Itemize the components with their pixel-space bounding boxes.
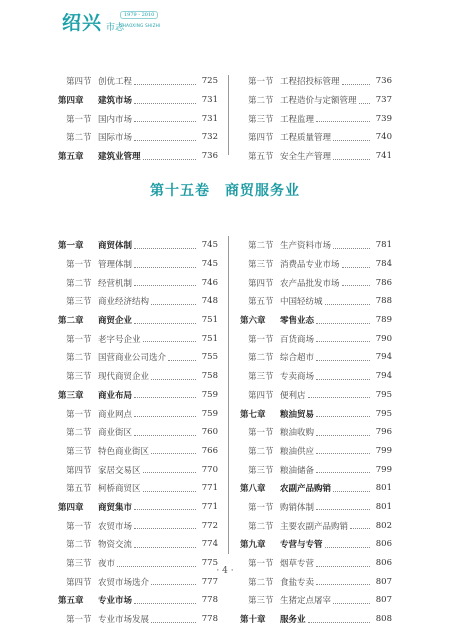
toc-section-entry[interactable] (58, 535, 218, 554)
dot-leader (333, 603, 370, 604)
toc-entry-page: 775 (201, 558, 218, 569)
toc-entry-title: 百货商场 (280, 334, 315, 345)
toc-section-entry[interactable] (58, 72, 218, 91)
toc-entry-title: 创优工程 (98, 77, 133, 88)
dot-leader (134, 509, 196, 510)
toc-entry-number: 第四节 (248, 278, 274, 289)
dot-leader (134, 323, 196, 324)
toc-section-entry[interactable] (240, 72, 392, 91)
toc-entry-page: 751 (201, 315, 218, 326)
toc-section-entry[interactable] (240, 591, 392, 610)
dot-leader (151, 453, 196, 454)
toc-section-entry[interactable] (240, 292, 392, 311)
column-divider-top (228, 75, 229, 155)
toc-entry-title: 国际市场 (98, 133, 133, 144)
toc-entry-title: 商业街区 (98, 428, 133, 439)
toc-entry-title: 工程招投标管理 (280, 77, 340, 88)
dot-leader (134, 285, 196, 286)
toc-entry-title: 专业市场 (98, 596, 133, 607)
toc-entry-title: 国营商业公司选介 (98, 353, 167, 364)
toc-entry-page: 725 (201, 76, 218, 87)
toc-entry-title: 经营机制 (98, 278, 133, 289)
dot-leader (168, 360, 196, 361)
dot-leader (308, 397, 370, 398)
dot-leader (134, 140, 196, 141)
toc-entry-number: 第九章 (240, 540, 266, 551)
toc-entry-number: 第十章 (240, 615, 266, 626)
dot-leader (316, 379, 370, 380)
toc-entry-page: 799 (375, 464, 392, 475)
toc-entry-page: 736 (201, 151, 218, 162)
toc-entry-number: 第一节 (248, 334, 274, 345)
dot-leader (316, 509, 370, 510)
toc-section-entry[interactable] (240, 128, 392, 147)
toc-entry-title: 农贸市场 (98, 521, 133, 532)
dot-leader (134, 547, 196, 548)
logo-small-text: SHAOXING SHIZHI (120, 23, 161, 28)
toc-entry-title: 综合超市 (280, 353, 315, 364)
dot-leader (316, 453, 370, 454)
toc-entry-page: 751 (201, 333, 218, 344)
dot-leader (308, 622, 370, 623)
toc-entry-number: 第一节 (248, 559, 274, 570)
toc-entry-title: 农副产品购销 (280, 484, 332, 495)
dot-leader (342, 267, 370, 268)
toc-entry-page: 777 (201, 576, 218, 587)
toc-entry-page: 796 (375, 427, 392, 438)
toc-entry-number: 第四章 (58, 502, 84, 513)
toc-entry-number: 第三节 (248, 114, 274, 125)
toc-entry-number: 第四节 (66, 577, 92, 588)
toc-entry-number: 第一节 (66, 260, 92, 271)
toc-entry-page: 758 (201, 371, 218, 382)
dot-leader (342, 285, 370, 286)
dot-leader (325, 547, 370, 548)
toc-entry-title: 柯桥商贸区 (98, 484, 141, 495)
dot-leader (342, 84, 370, 85)
toc-entry-page: 766 (201, 445, 218, 456)
toc-entry-title: 商贸集市 (98, 502, 133, 513)
toc-entry-page: 778 (201, 595, 218, 606)
dot-leader (134, 397, 196, 398)
toc-entry-page: 806 (375, 539, 392, 550)
dot-leader (151, 622, 196, 623)
volume-title: 第十五卷 商贸服务业 (150, 183, 300, 199)
toc-entry-title: 零售业态 (280, 316, 315, 327)
toc-entry-number: 第一节 (248, 502, 274, 513)
toc-entry-number: 第三节 (248, 372, 274, 383)
toc-chapter-entry[interactable] (58, 386, 218, 405)
toc-entry-page: 745 (201, 259, 218, 270)
logo-years: 1979 - 2010 (120, 11, 158, 19)
toc-entry-number: 第一节 (66, 615, 92, 626)
toc-section-entry[interactable] (58, 348, 218, 367)
dot-leader (134, 528, 196, 529)
toc-entry-title: 中国轻纺城 (280, 297, 323, 308)
toc-entry-page: 740 (375, 132, 392, 143)
dot-leader (143, 159, 196, 160)
toc-entry-page: 786 (375, 277, 392, 288)
toc-entry-title: 工程监理 (280, 114, 315, 125)
toc-entry-title: 食盐专卖 (280, 577, 315, 588)
toc-entry-number: 第二节 (248, 446, 274, 457)
toc-entry-title: 生猪定点屠宰 (280, 596, 332, 607)
toc-entry-title: 特色商业街区 (98, 446, 150, 457)
toc-entry-page: 807 (375, 595, 392, 606)
toc-entry-title: 农产品批发市场 (280, 278, 340, 289)
toc-section-entry[interactable] (58, 128, 218, 147)
toc-entry-number: 第五节 (248, 297, 274, 308)
dot-leader (333, 248, 370, 249)
toc-entry-number: 第二节 (248, 577, 274, 588)
toc-section-entry[interactable] (58, 516, 218, 535)
toc-entry-number: 第三节 (66, 446, 92, 457)
toc-entry-title: 服务业 (280, 615, 306, 626)
dot-leader (134, 121, 196, 122)
dot-leader (316, 323, 370, 324)
toc-entry-page: 806 (375, 558, 392, 569)
toc-section-entry[interactable] (240, 91, 392, 110)
dot-leader (143, 491, 196, 492)
toc-section-entry[interactable] (58, 404, 218, 423)
toc-entry-page: 781 (375, 240, 392, 251)
toc-entry-number: 第五节 (248, 152, 274, 163)
toc-section-entry[interactable] (58, 610, 218, 628)
toc-entry-page: 790 (375, 333, 392, 344)
toc-entry-number: 第四节 (66, 465, 92, 476)
toc-section-entry[interactable] (240, 367, 392, 386)
dot-leader (134, 603, 196, 604)
toc-entry-page: 737 (375, 95, 392, 106)
toc-entry-title: 建筑业管理 (98, 152, 141, 163)
toc-entry-page: 771 (201, 501, 218, 512)
toc-entry-page: 784 (375, 259, 392, 270)
dot-leader (325, 304, 370, 305)
dot-leader (316, 435, 370, 436)
toc-entry-number: 第二节 (66, 540, 92, 551)
column-divider-bottom (228, 236, 229, 554)
dot-leader (143, 472, 196, 473)
toc-entry-page: 794 (375, 352, 392, 363)
toc-section-entry[interactable] (58, 460, 218, 479)
toc-chapter-entry[interactable] (240, 479, 392, 498)
toc-entry-number: 第五章 (58, 596, 84, 607)
dot-leader (134, 103, 196, 104)
toc-section-entry[interactable] (240, 273, 392, 292)
toc-entry-title: 农贸市场选介 (98, 577, 150, 588)
toc-chapter-entry[interactable] (58, 236, 218, 255)
dot-leader (151, 584, 196, 585)
toc-section-entry[interactable] (240, 516, 392, 535)
toc-entry-title: 生产资料市场 (280, 241, 332, 252)
toc-entry-page: 739 (375, 113, 392, 124)
dot-leader (316, 416, 370, 417)
toc-entry-page: 759 (201, 389, 218, 400)
toc-entry-page: 795 (375, 389, 392, 400)
toc-entry-number: 第一节 (248, 77, 274, 88)
dot-leader (143, 341, 196, 342)
toc-entry-number: 第三节 (248, 260, 274, 271)
toc-chapter-entry[interactable] (240, 311, 392, 330)
toc-section-entry[interactable] (58, 292, 218, 311)
toc-entry-title: 商业经济结构 (98, 297, 150, 308)
dot-leader (316, 121, 370, 122)
toc-entry-title: 商贸企业 (98, 316, 133, 327)
toc-entry-number: 第二节 (248, 521, 274, 532)
toc-entry-page: 746 (201, 277, 218, 288)
toc-entry-title: 夜市 (98, 559, 116, 570)
toc-entry-title: 国内市场 (98, 114, 133, 125)
toc-entry-page: 732 (201, 132, 218, 143)
toc-entry-number: 第一节 (66, 409, 92, 420)
toc-entry-title: 工程质量管理 (280, 133, 332, 144)
dot-leader (134, 435, 196, 436)
toc-entry-number: 第七章 (240, 409, 266, 420)
toc-entry-number: 第四章 (58, 96, 84, 107)
toc-entry-number: 第二节 (248, 96, 274, 107)
toc-entry-number: 第五节 (66, 484, 92, 495)
toc-section-entry[interactable] (58, 423, 218, 442)
dot-leader (333, 140, 370, 141)
toc-entry-page: 807 (375, 576, 392, 587)
toc-entry-page: 808 (375, 614, 392, 625)
toc-entry-page: 801 (375, 483, 392, 494)
toc-entry-page: 736 (375, 76, 392, 87)
toc-chapter-entry[interactable] (58, 311, 218, 330)
dot-leader (151, 379, 196, 380)
toc-entry-number: 第二节 (66, 353, 92, 364)
toc-chapter-entry[interactable] (240, 404, 392, 423)
toc-section-entry[interactable] (240, 498, 392, 517)
toc-entry-number: 第八章 (240, 484, 266, 495)
toc-entry-page: 801 (375, 501, 392, 512)
toc-section-entry[interactable] (58, 273, 218, 292)
dot-leader (333, 491, 370, 492)
toc-entry-title: 主要农副产品购销 (280, 521, 349, 532)
toc-entry-number: 第六章 (240, 316, 266, 327)
toc-chapter-entry[interactable] (58, 498, 218, 517)
toc-entry-number: 第四节 (248, 390, 274, 401)
toc-entry-title: 烟草专营 (280, 559, 315, 570)
toc-entry-title: 建筑市场 (98, 96, 133, 107)
toc-entry-title: 粮油收购 (280, 428, 315, 439)
toc-entry-title: 商业布局 (98, 390, 133, 401)
dot-leader (359, 103, 370, 104)
toc-section-entry[interactable] (240, 236, 392, 255)
toc-entry-page: 731 (201, 95, 218, 106)
toc-entry-title: 专营与专管 (280, 540, 323, 551)
toc-top-right-column (240, 72, 392, 165)
toc-chapter-entry[interactable] (58, 91, 218, 110)
toc-entry-title: 专业市场发展 (98, 615, 150, 626)
toc-section-entry[interactable] (240, 147, 392, 166)
toc-section-entry[interactable] (240, 442, 392, 461)
toc-entry-page: 799 (375, 445, 392, 456)
dot-leader (350, 528, 370, 529)
publication-logo (62, 8, 182, 36)
dot-leader (316, 341, 370, 342)
toc-section-entry[interactable] (240, 255, 392, 274)
toc-entry-title: 家居交易区 (98, 465, 141, 476)
toc-entry-number: 第三节 (248, 465, 274, 476)
toc-entry-title: 粮油储备 (280, 465, 315, 476)
toc-section-entry[interactable] (58, 255, 218, 274)
toc-entry-number: 第二节 (66, 133, 92, 144)
toc-entry-page: 795 (375, 408, 392, 419)
toc-section-entry[interactable] (240, 348, 392, 367)
toc-entry-number: 第二节 (66, 278, 92, 289)
toc-chapter-entry[interactable] (240, 610, 392, 628)
toc-entry-number: 第三节 (248, 596, 274, 607)
toc-entry-page: 772 (201, 520, 218, 531)
toc-entry-number: 第四节 (66, 77, 92, 88)
toc-entry-number: 第二节 (66, 428, 92, 439)
toc-entry-page: 755 (201, 352, 218, 363)
toc-chapter-entry[interactable] (58, 591, 218, 610)
toc-top-left-column (58, 72, 218, 165)
toc-entry-number: 第一节 (66, 521, 92, 532)
toc-entry-page: 741 (375, 151, 392, 162)
toc-entry-number: 第二节 (248, 241, 274, 252)
toc-entry-number: 第三节 (66, 559, 92, 570)
toc-entry-page: 789 (375, 315, 392, 326)
toc-entry-number: 第一章 (58, 241, 84, 252)
page-number: · 4 · (216, 566, 234, 576)
toc-entry-number: 第四节 (248, 133, 274, 144)
toc-entry-title: 粮油贸易 (280, 409, 315, 420)
toc-entry-number: 第一节 (66, 114, 92, 125)
toc-section-entry[interactable] (240, 109, 392, 128)
dot-leader (316, 472, 370, 473)
dot-leader (134, 248, 196, 249)
toc-entry-title: 管理体制 (98, 260, 133, 271)
toc-entry-number: 第一节 (66, 334, 92, 345)
dot-leader (134, 416, 196, 417)
dot-leader (134, 84, 196, 85)
toc-entry-page: 778 (201, 614, 218, 625)
toc-section-entry[interactable] (58, 367, 218, 386)
toc-entry-page: 788 (375, 296, 392, 307)
toc-entry-page: 731 (201, 113, 218, 124)
toc-section-entry[interactable] (240, 460, 392, 479)
toc-entry-number: 第三节 (66, 297, 92, 308)
toc-entry-page: 748 (201, 296, 218, 307)
toc-entry-title: 商业网点 (98, 409, 133, 420)
toc-entry-title: 安全生产管理 (280, 152, 332, 163)
toc-entry-page: 770 (201, 464, 218, 475)
toc-entry-number: 第一节 (248, 428, 274, 439)
toc-chapter-entry[interactable] (58, 147, 218, 166)
toc-entry-number: 第五章 (58, 152, 84, 163)
dot-leader (134, 267, 196, 268)
toc-entry-title: 购销体制 (280, 502, 315, 513)
toc-section-entry[interactable] (240, 386, 392, 405)
toc-entry-page: 745 (201, 240, 218, 251)
toc-entry-title: 现代商贸企业 (98, 372, 150, 383)
toc-entry-title: 粮油供应 (280, 446, 315, 457)
logo-sub-text: 市志 (106, 23, 125, 33)
toc-entry-number: 第二节 (248, 353, 274, 364)
toc-entry-title: 物资交流 (98, 540, 133, 551)
toc-chapter-entry[interactable] (240, 535, 392, 554)
toc-entry-page: 794 (375, 371, 392, 382)
toc-entry-page: 760 (201, 427, 218, 438)
toc-entry-number: 第二章 (58, 316, 84, 327)
toc-entry-page: 771 (201, 483, 218, 494)
toc-entry-number: 第三节 (66, 372, 92, 383)
toc-entry-title: 工程造价与定额管理 (280, 96, 357, 107)
toc-section-entry[interactable] (58, 442, 218, 461)
toc-entry-title: 老字号企业 (98, 334, 141, 345)
toc-entry-title: 商贸体制 (98, 241, 133, 252)
toc-entry-title: 专卖商场 (280, 372, 315, 383)
toc-section-entry[interactable] (240, 423, 392, 442)
dot-leader (151, 304, 196, 305)
toc-section-entry[interactable] (58, 109, 218, 128)
toc-section-entry[interactable] (58, 329, 218, 348)
toc-entry-number: 第三章 (58, 390, 84, 401)
toc-entry-page: 759 (201, 408, 218, 419)
dot-leader (316, 584, 370, 585)
logo-main-text: 绍兴 (62, 12, 103, 34)
dot-leader (333, 159, 370, 160)
dot-leader (316, 360, 370, 361)
toc-section-entry[interactable] (58, 479, 218, 498)
toc-entry-page: 802 (375, 520, 392, 531)
toc-section-entry[interactable] (240, 329, 392, 348)
toc-entry-title: 便利店 (280, 390, 306, 401)
toc-entry-page: 774 (201, 539, 218, 550)
toc-entry-title: 消费品专业市场 (280, 260, 340, 271)
